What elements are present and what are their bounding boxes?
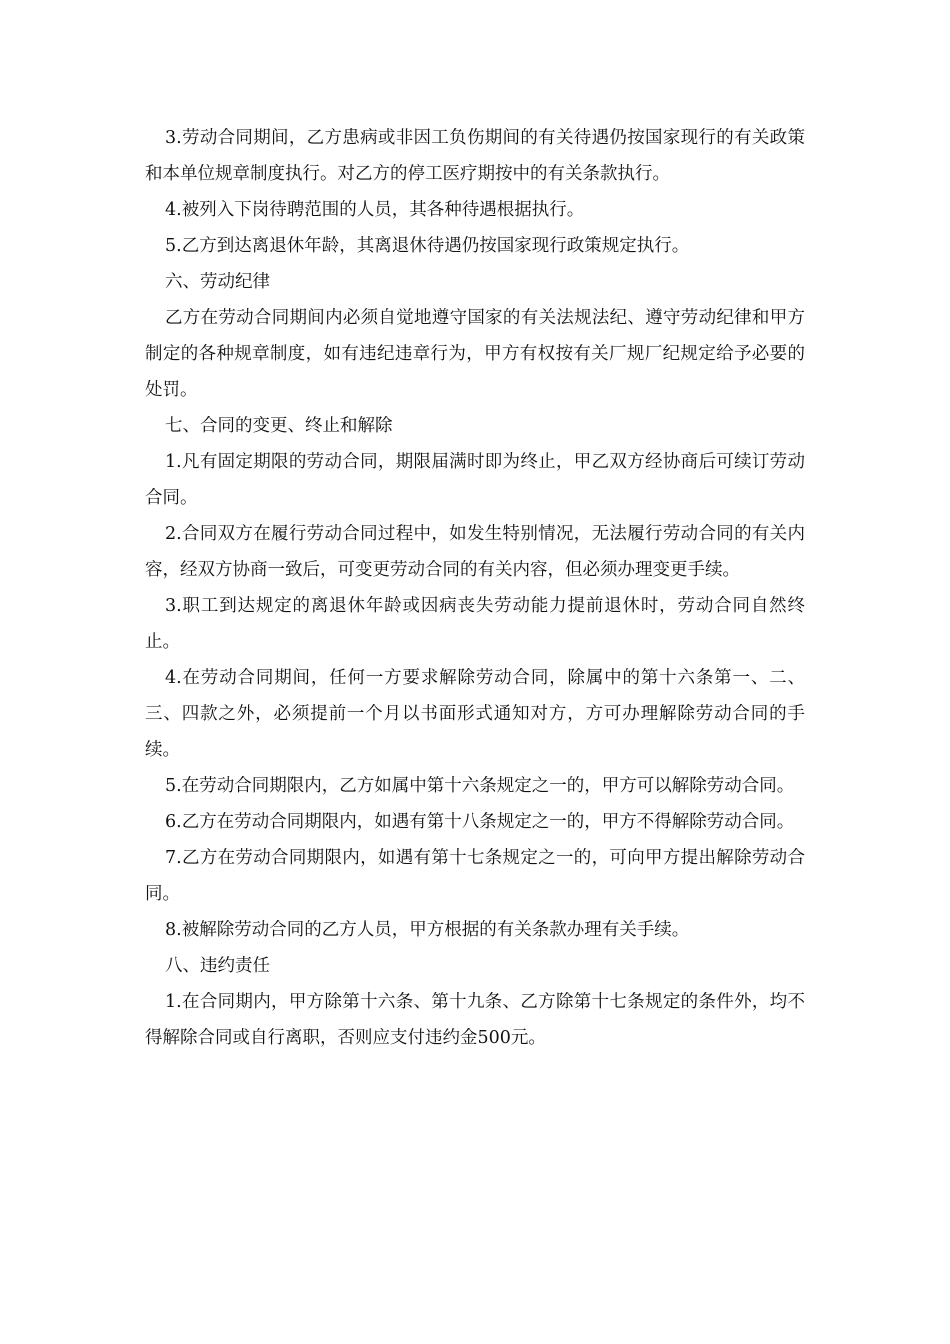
section-heading-liability: 八、违约责任: [165, 956, 270, 976]
paragraph-discipline: 乙方在劳动合同期间内必须自觉地遵守国家的有关法规法纪、遵守劳动纪律和甲方制定的各种规章制度，如有违纪违章行为，甲方有权按有关厂规厂纪规定给予必要的处罚。: [145, 308, 805, 400]
document-body: [145, 120, 805, 1056]
paragraph-layoff: 4.被列入下岗待聘范围的人员，其各种待遇根据执行。: [165, 200, 585, 220]
section-heading-contract-changes: 七、合同的变更、终止和解除: [165, 416, 393, 436]
paragraph-sick-leave: 3.劳动合同期间，乙方患病或非因工负伤期间的有关待遇仍按国家现行的有关政策和本单位规章制度执行。对乙方的停工医疗期按中的有关条款执行。: [145, 128, 805, 184]
paragraph-no-termination: 6.乙方在劳动合同期限内，如遇有第十八条规定之一的，甲方不得解除劳动合同。: [165, 812, 795, 832]
paragraph-employee-termination: 7.乙方在劳动合同期限内，如遇有第十七条规定之一的，可向甲方提出解除劳动合同。: [145, 848, 805, 904]
paragraph-penalty: 1.在合同期内，甲方除第十六条、第十九条、乙方除第十七条规定的条件外，均不得解除合同或自行离职，否则应支付违约金500元。: [145, 992, 805, 1048]
section-heading-discipline: 六、劳动纪律: [165, 272, 270, 292]
paragraph-fixed-term: 1.凡有固定期限的劳动合同，期限届满时即为终止，甲乙双方经协商后可续订劳动合同。: [145, 452, 805, 508]
paragraph-special-circumstances: 2.合同双方在履行劳动合同过程中，如发生特别情况，无法履行劳动合同的有关内容，经双方协商一致后，可变更劳动合同的有关内容，但必须办理变更手续。: [145, 524, 805, 580]
paragraph-employer-termination: 5.在劳动合同期限内，乙方如属中第十六条规定之一的，甲方可以解除劳动合同。: [165, 776, 795, 796]
paragraph-retirement: 5.乙方到达离退休年龄，其离退休待遇仍按国家现行政策规定执行。: [165, 236, 690, 256]
paragraph-notice-period: 4.在劳动合同期间，任何一方要求解除劳动合同，除属中的第十六条第一、二、三、四款之外，必须提前一个月以书面形式通知对方，方可办理解除劳动合同的手续。: [145, 668, 805, 760]
paragraph-retirement-termination: 3.职工到达规定的离退休年龄或因病丧失劳动能力提前退休时，劳动合同自然终止。: [145, 596, 805, 652]
paragraph-procedures: 8.被解除劳动合同的乙方人员，甲方根据的有关条款办理有关手续。: [165, 920, 690, 940]
